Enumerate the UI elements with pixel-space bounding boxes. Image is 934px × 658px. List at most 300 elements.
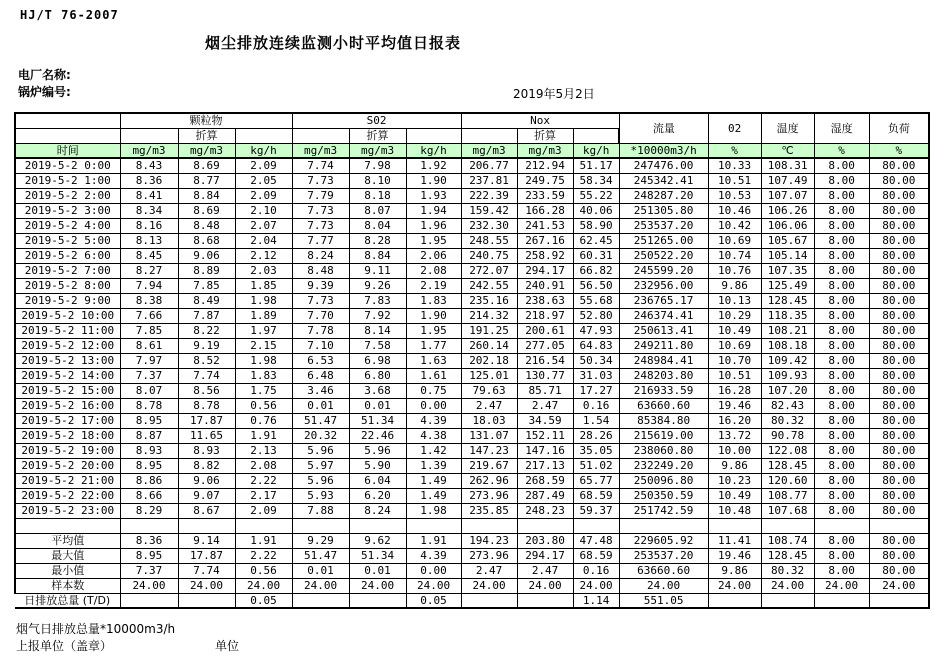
value-cell: 8.56 [178,383,235,398]
value-cell: 7.88 [292,503,349,518]
value-cell: 108.18 [761,338,814,353]
hourly-data-row [15,263,929,278]
summary-value-cell: 194.23 [461,533,517,548]
value-cell: 4.38 [406,428,461,443]
value-cell: 7.83 [349,293,406,308]
value-cell: 253537.20 [619,218,708,233]
value-cell: 51.47 [292,413,349,428]
plant-name-label: 电厂名称: [18,68,71,82]
summary-row [15,563,929,578]
summary-value-cell: 108.74 [761,533,814,548]
value-cell: 8.45 [120,248,178,263]
value-cell: 109.93 [761,368,814,383]
value-cell: 8.61 [120,338,178,353]
value-cell: 147.23 [461,443,517,458]
value-cell: 3.46 [292,383,349,398]
value-cell: 8.00 [814,248,869,263]
value-cell: 10.49 [708,488,761,503]
summary-value-cell: 80.32 [761,563,814,578]
value-cell: 106.26 [761,203,814,218]
value-cell: 65.77 [573,473,619,488]
hourly-data-row [15,248,929,263]
value-cell: 6.53 [292,353,349,368]
summary-value-cell: 24.00 [869,578,929,593]
value-cell: 19.46 [708,398,761,413]
blank-cell [292,518,349,533]
summary-value-cell: 0.56 [235,563,292,578]
value-cell: 8.00 [814,443,869,458]
hourly-data-row [15,368,929,383]
value-cell: 0.75 [406,383,461,398]
value-cell: 268.59 [517,473,573,488]
value-cell: 258.92 [517,248,573,263]
summary-value-cell: 24.00 [814,578,869,593]
value-cell: 5.96 [292,443,349,458]
blank-cell [708,518,761,533]
value-cell: 7.97 [120,353,178,368]
value-cell: 80.00 [869,383,929,398]
time-cell: 2019-5-2 0:00 [15,158,120,173]
value-cell: 8.38 [120,293,178,308]
value-cell: 8.07 [120,383,178,398]
value-cell: 8.68 [178,233,235,248]
hourly-data-row [15,278,929,293]
summary-row [15,548,929,563]
time-cell: 2019-5-2 15:00 [15,383,120,398]
value-cell: 241.53 [517,218,573,233]
value-cell: 7.74 [292,158,349,173]
value-cell: 80.00 [869,278,929,293]
value-cell: 1.98 [235,353,292,368]
summary-value-cell: 80.00 [869,533,929,548]
daily-total-row [15,593,929,608]
time-cell: 2019-5-2 16:00 [15,398,120,413]
summary-value-cell: 203.80 [517,533,573,548]
value-cell: 7.92 [349,308,406,323]
so2-kgh-unit: kg/h [406,143,461,158]
value-cell: 7.79 [292,188,349,203]
value-cell: 5.96 [349,443,406,458]
value-cell: 166.28 [517,203,573,218]
value-cell: 128.45 [761,293,814,308]
value-cell: 128.45 [761,458,814,473]
value-cell: 34.59 [517,413,573,428]
summary-value-cell: 51.34 [349,548,406,563]
blank-cell [120,128,178,143]
summary-value-cell: 8.00 [814,548,869,563]
value-cell: 10.74 [708,248,761,263]
value-cell: 52.80 [573,308,619,323]
value-cell: 217.13 [517,458,573,473]
daily-total-value-cell [349,593,406,608]
time-cell: 2019-5-2 14:00 [15,368,120,383]
value-cell: 51.02 [573,458,619,473]
value-cell: 2.13 [235,443,292,458]
value-cell: 248.55 [461,233,517,248]
value-cell: 10.46 [708,203,761,218]
pm-kgh-unit: kg/h [235,143,292,158]
value-cell: 7.73 [292,218,349,233]
value-cell: 2.17 [235,488,292,503]
value-cell: 238.63 [517,293,573,308]
blank-cell [461,518,517,533]
value-cell: 1.77 [406,338,461,353]
value-cell: 80.00 [869,443,929,458]
summary-value-cell: 0.01 [292,563,349,578]
hourly-data-row [15,428,929,443]
value-cell: 0.56 [235,398,292,413]
load-column-header: 负荷 [869,113,929,143]
value-cell: 8.49 [178,293,235,308]
blank-cell [869,518,929,533]
summary-value-cell: 47.48 [573,533,619,548]
time-cell: 2019-5-2 11:00 [15,323,120,338]
reporting-unit-label: 上报单位（盖章） [16,639,113,653]
group-nox-header: Nox [461,113,619,128]
value-cell: 248.23 [517,503,573,518]
daily-total-value-cell [708,593,761,608]
daily-total-value-cell [292,593,349,608]
so2-converted-unit: mg/m3 [349,143,406,158]
value-cell: 7.74 [178,368,235,383]
value-cell: 1.63 [406,353,461,368]
hourly-data-row [15,473,929,488]
value-cell: 4.39 [406,413,461,428]
hourly-data-row [15,173,929,188]
summary-value-cell: 229605.92 [619,533,708,548]
summary-value-cell: 128.45 [761,548,814,563]
group-pm-header: 颗粒物 [120,113,292,128]
summary-value-cell: 8.95 [120,548,178,563]
summary-value-cell: 24.00 [761,578,814,593]
value-cell: 1.54 [573,413,619,428]
value-cell: 9.86 [708,458,761,473]
value-cell: 80.00 [869,413,929,428]
value-cell: 249.75 [517,173,573,188]
summary-row [15,533,929,548]
value-cell: 2.12 [235,248,292,263]
blank-cell [406,128,461,143]
value-cell: 85.71 [517,383,573,398]
value-cell: 232956.00 [619,278,708,293]
value-cell: 80.00 [869,428,929,443]
value-cell: 80.00 [869,293,929,308]
summary-value-cell: 1.91 [235,533,292,548]
value-cell: 8.10 [349,173,406,188]
pm-converted-label: 折算 [178,128,235,143]
summary-value-cell: 51.47 [292,548,349,563]
hourly-data-row [15,503,929,518]
time-cell: 2019-5-2 20:00 [15,458,120,473]
value-cell: 8.78 [178,398,235,413]
value-cell: 31.03 [573,368,619,383]
value-cell: 159.42 [461,203,517,218]
value-cell: 218.97 [517,308,573,323]
daily-total-value-cell: 551.05 [619,593,708,608]
blank-cell [292,128,349,143]
value-cell: 80.00 [869,338,929,353]
daily-total-value-cell: 0.05 [406,593,461,608]
summary-value-cell: 68.59 [573,548,619,563]
blank-cell [120,518,178,533]
value-cell: 8.93 [120,443,178,458]
summary-value-cell: 8.00 [814,533,869,548]
value-cell: 8.00 [814,488,869,503]
value-cell: 250350.59 [619,488,708,503]
value-cell: 10.76 [708,263,761,278]
value-cell: 248287.20 [619,188,708,203]
value-cell: 68.59 [573,488,619,503]
value-cell: 236765.17 [619,293,708,308]
value-cell: 267.16 [517,233,573,248]
blank-cell [619,518,708,533]
value-cell: 7.58 [349,338,406,353]
time-header-blank [15,113,120,128]
value-cell: 56.50 [573,278,619,293]
value-cell: 7.94 [120,278,178,293]
value-cell: 8.00 [814,428,869,443]
summary-value-cell: 0.01 [349,563,406,578]
summary-value-cell: 9.29 [292,533,349,548]
value-cell: 80.00 [869,263,929,278]
blank-cell [573,518,619,533]
daily-total-value-cell [178,593,235,608]
summary-value-cell: 24.00 [120,578,178,593]
value-cell: 1.93 [406,188,461,203]
blank-cell [15,128,120,143]
value-cell: 9.06 [178,248,235,263]
value-cell: 235.85 [461,503,517,518]
summary-value-cell: 253537.20 [619,548,708,563]
value-cell: 8.52 [178,353,235,368]
blank-cell [461,128,517,143]
group-so2-header: S02 [292,113,461,128]
summary-value-cell: 24.00 [708,578,761,593]
value-cell: 250096.80 [619,473,708,488]
value-cell: 8.24 [292,248,349,263]
value-cell: 2.08 [406,263,461,278]
value-cell: 10.13 [708,293,761,308]
value-cell: 191.25 [461,323,517,338]
standard-code: HJ/T 76-2007 [20,8,119,22]
summary-label-cell: 平均值 [15,533,120,548]
value-cell: 1.95 [406,233,461,248]
blank-cell [517,518,573,533]
value-cell: 272.07 [461,263,517,278]
value-cell: 80.00 [869,353,929,368]
summary-value-cell: 80.00 [869,563,929,578]
value-cell: 2.06 [406,248,461,263]
value-cell: 8.86 [120,473,178,488]
value-cell: 105.14 [761,248,814,263]
value-cell: 8.00 [814,383,869,398]
value-cell: 130.77 [517,368,573,383]
humidity-column-header: 湿度 [814,113,869,143]
value-cell: 1.42 [406,443,461,458]
hourly-data-row [15,458,929,473]
value-cell: 50.34 [573,353,619,368]
value-cell: 80.00 [869,188,929,203]
value-cell: 6.48 [292,368,349,383]
value-cell: 152.11 [517,428,573,443]
value-cell: 55.22 [573,188,619,203]
value-cell: 262.96 [461,473,517,488]
value-cell: 249211.80 [619,338,708,353]
value-cell: 1.96 [406,218,461,233]
o2-unit: % [708,143,761,158]
summary-value-cell: 24.00 [178,578,235,593]
value-cell: 0.16 [573,398,619,413]
value-cell: 35.05 [573,443,619,458]
time-cell: 2019-5-2 5:00 [15,233,120,248]
temperature-column-header: 温度 [761,113,814,143]
value-cell: 8.07 [349,203,406,218]
summary-value-cell: 63660.60 [619,563,708,578]
value-cell: 5.90 [349,458,406,473]
value-cell: 7.37 [120,368,178,383]
value-cell: 59.37 [573,503,619,518]
hourly-data-row [15,383,929,398]
value-cell: 120.60 [761,473,814,488]
value-cell: 10.69 [708,338,761,353]
value-cell: 238060.80 [619,443,708,458]
value-cell: 8.00 [814,353,869,368]
value-cell: 8.00 [814,368,869,383]
value-cell: 58.90 [573,218,619,233]
value-cell: 237.81 [461,173,517,188]
value-cell: 277.05 [517,338,573,353]
time-cell: 2019-5-2 19:00 [15,443,120,458]
value-cell: 8.00 [814,473,869,488]
value-cell: 1.49 [406,488,461,503]
time-cell: 2019-5-2 13:00 [15,353,120,368]
value-cell: 7.98 [349,158,406,173]
value-cell: 251305.80 [619,203,708,218]
value-cell: 1.94 [406,203,461,218]
value-cell: 7.66 [120,308,178,323]
value-cell: 62.45 [573,233,619,248]
report-title: 烟尘排放连续监测小时平均值日报表 [205,34,462,52]
hourly-data-row [15,203,929,218]
value-cell: 8.27 [120,263,178,278]
summary-value-cell: 294.17 [517,548,573,563]
value-cell: 80.00 [869,308,929,323]
value-cell: 8.00 [814,278,869,293]
hourly-data-row [15,398,929,413]
hourly-data-row [15,488,929,503]
summary-value-cell: 17.87 [178,548,235,563]
value-cell: 2.07 [235,218,292,233]
value-cell: 240.75 [461,248,517,263]
so2-converted-label: 折算 [349,128,406,143]
value-cell: 6.20 [349,488,406,503]
value-cell: 10.00 [708,443,761,458]
pm-mg-unit: mg/m3 [120,143,178,158]
value-cell: 107.07 [761,188,814,203]
summary-label-cell: 样本数 [15,578,120,593]
value-cell: 8.34 [120,203,178,218]
time-cell: 2019-5-2 17:00 [15,413,120,428]
value-cell: 80.32 [761,413,814,428]
value-cell: 8.84 [178,188,235,203]
value-cell: 9.11 [349,263,406,278]
value-cell: 80.00 [869,203,929,218]
value-cell: 108.21 [761,323,814,338]
summary-value-cell: 24.00 [517,578,573,593]
daily-total-value-cell [814,593,869,608]
value-cell: 7.85 [178,278,235,293]
value-cell: 125.49 [761,278,814,293]
value-cell: 108.31 [761,158,814,173]
value-cell: 28.26 [573,428,619,443]
summary-value-cell: 24.00 [235,578,292,593]
blank-cell [178,518,235,533]
value-cell: 7.10 [292,338,349,353]
daily-total-value-cell [761,593,814,608]
daily-total-value-cell [869,593,929,608]
value-cell: 10.33 [708,158,761,173]
value-cell: 80.00 [869,488,929,503]
value-cell: 9.07 [178,488,235,503]
value-cell: 0.76 [235,413,292,428]
summary-value-cell: 8.00 [814,563,869,578]
value-cell: 8.04 [349,218,406,233]
pm-converted-unit: mg/m3 [178,143,235,158]
time-cell: 2019-5-2 8:00 [15,278,120,293]
value-cell: 8.66 [120,488,178,503]
value-cell: 250613.41 [619,323,708,338]
value-cell: 242.55 [461,278,517,293]
daily-total-value-cell [517,593,573,608]
value-cell: 216.54 [517,353,573,368]
value-cell: 8.89 [178,263,235,278]
value-cell: 80.00 [869,398,929,413]
nox-converted-label: 折算 [517,128,573,143]
value-cell: 105.67 [761,233,814,248]
value-cell: 1.61 [406,368,461,383]
value-cell: 80.00 [869,368,929,383]
value-cell: 1.90 [406,173,461,188]
daily-total-value-cell [120,593,178,608]
value-cell: 5.93 [292,488,349,503]
value-cell: 107.35 [761,263,814,278]
summary-value-cell: 7.37 [120,563,178,578]
value-cell: 17.27 [573,383,619,398]
value-cell: 1.95 [406,323,461,338]
value-cell: 1.85 [235,278,292,293]
value-cell: 248203.80 [619,368,708,383]
value-cell: 214.32 [461,308,517,323]
value-cell: 22.46 [349,428,406,443]
value-cell: 9.39 [292,278,349,293]
value-cell: 8.67 [178,503,235,518]
value-cell: 107.49 [761,173,814,188]
value-cell: 235.16 [461,293,517,308]
value-cell: 8.77 [178,173,235,188]
value-cell: 80.00 [869,503,929,518]
value-cell: 64.83 [573,338,619,353]
summary-value-cell: 2.47 [517,563,573,578]
value-cell: 2.05 [235,173,292,188]
summary-label-cell: 最小值 [15,563,120,578]
value-cell: 8.78 [120,398,178,413]
value-cell: 8.82 [178,458,235,473]
value-cell: 8.00 [814,203,869,218]
value-cell: 8.24 [349,503,406,518]
value-cell: 222.39 [461,188,517,203]
value-cell: 1.89 [235,308,292,323]
value-cell: 10.69 [708,233,761,248]
